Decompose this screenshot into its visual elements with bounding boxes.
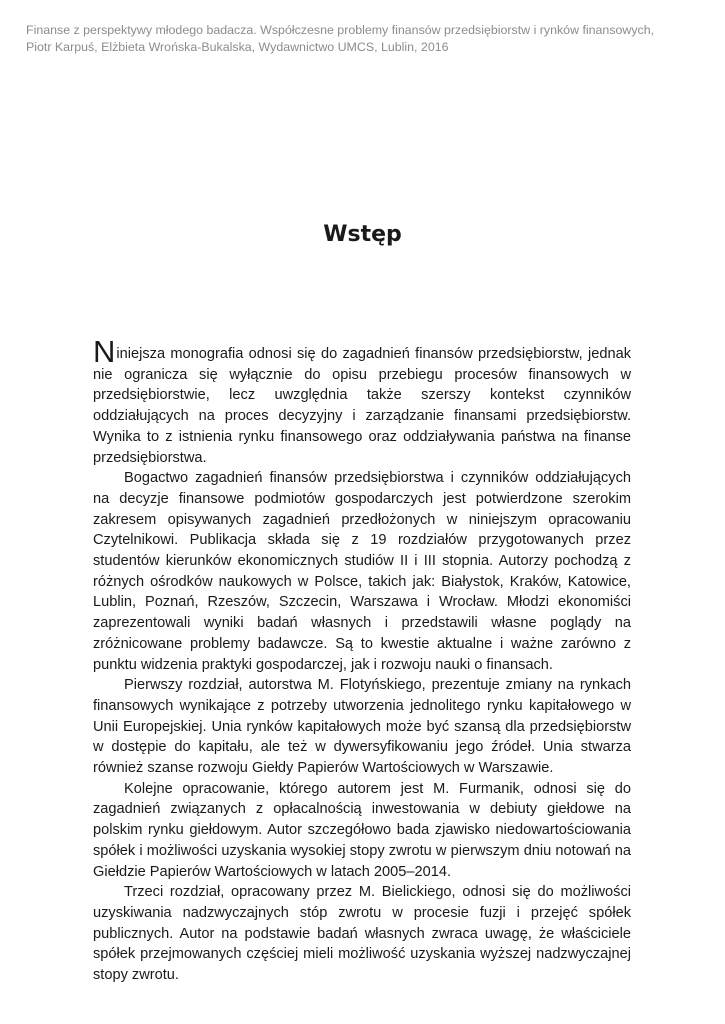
header-line-2: Piotr Karpuś, Elżbieta Wrońska-Bukalska, Wydawnictwo UMCS, Lublin, 2016	[26, 40, 449, 54]
paragraph-1-text: iniejsza monografia odnosi się do zagadnień finansów przedsiębiorstw, jednak nie ogranicza się wyłącznie do opisu przebiegu procesów finansowych w przedsiębiorstwie, lecz uwzględnia także szerszy kontekst czynników oddziałujących na proces decyzyjny i zarządzanie finansami przedsiębiorstw. Wynika to z istnienia rynku finansowego oraz oddziaływania państwa na finanse przedsiębiorstwa.	[93, 346, 631, 466]
chapter-title: Wstęp	[323, 222, 402, 247]
paragraph-1	[93, 334, 631, 468]
running-header	[26, 22, 706, 56]
chapter-body	[93, 334, 631, 986]
paragraph-2: Bogactwo zagadnień finansów przedsiębiorstwa i czynników oddziałujących na decyzje finansowe podmiotów gospodarczych jest potwierdzone szerokim zakresem opisywanych zagadnień przedłożonych w niniejszym opracowaniu Czytelnikowi. Publikacja składa się z 19 rozdziałów przygotowanych przez studentów kierunków ekonomicznych studiów II i III stopnia. Autorzy pochodzą z różnych ośrodków naukowych w Polsce, takich jak: Białystok, Kraków, Katowice, Lublin, Poznań, Rzeszów, Szczecin, Warszawa i Wrocław. Młodzi ekonomiści zaprezentowali wyniki badań własnych i przedstawili własne poglądy na zróżnicowane problemy badawcze. Są to kwestie aktualne i ważne zarówno z punktu widzenia praktyki gospodarczej, jak i rozwoju nauki o finansach.	[93, 470, 631, 673]
drop-cap-letter: N	[93, 334, 116, 369]
paragraph-5: Trzeci rozdział, opracowany przez M. Bielickiego, odnosi się do możliwości uzyskiwania nadzwyczajnych stóp zwrotu w procesie fuzji i przejęć spółek publicznych. Autor na podstawie badań własnych zwraca uwagę, że właściciele spółek przejmowanych częściej mieli możliwość uzyskania wyższej nadzwyczajnej stopy zwrotu.	[93, 884, 631, 984]
header-line-1: Finanse z perspektywy młodego badacza. Współczesne problemy finansów przedsiębiorstw i rynków finansowych,	[26, 23, 655, 37]
paragraph-3: Pierwszy rozdział, autorstwa M. Flotyńskiego, prezentuje zmiany na rynkach finansowych wynikające z potrzeby utworzenia jednolitego rynku kapitałowego w Unii Europejskiej. Unia rynków kapitałowych może być szansą dla przedsiębiorstw w dostępie do kapitału, ale też w dywersyfikowaniu jego źródeł. Unia stwarza również szanse rozwoju Giełdy Papierów Wartościowych w Warszawie.	[93, 677, 631, 777]
paragraph-4: Kolejne opracowanie, którego autorem jest M. Furmanik, odnosi się do zagadnień związanych z opłacalnością inwestowania w debiuty giełdowe na polskim rynku giełdowym. Autor szczegółowo bada zjawisko niedowartościowania spółek i możliwości uzyskania wysokiej stopy zwrotu w pierwszym dniu notowań na Giełdzie Papierów Wartościowych w latach 2005–2014.	[93, 780, 631, 880]
